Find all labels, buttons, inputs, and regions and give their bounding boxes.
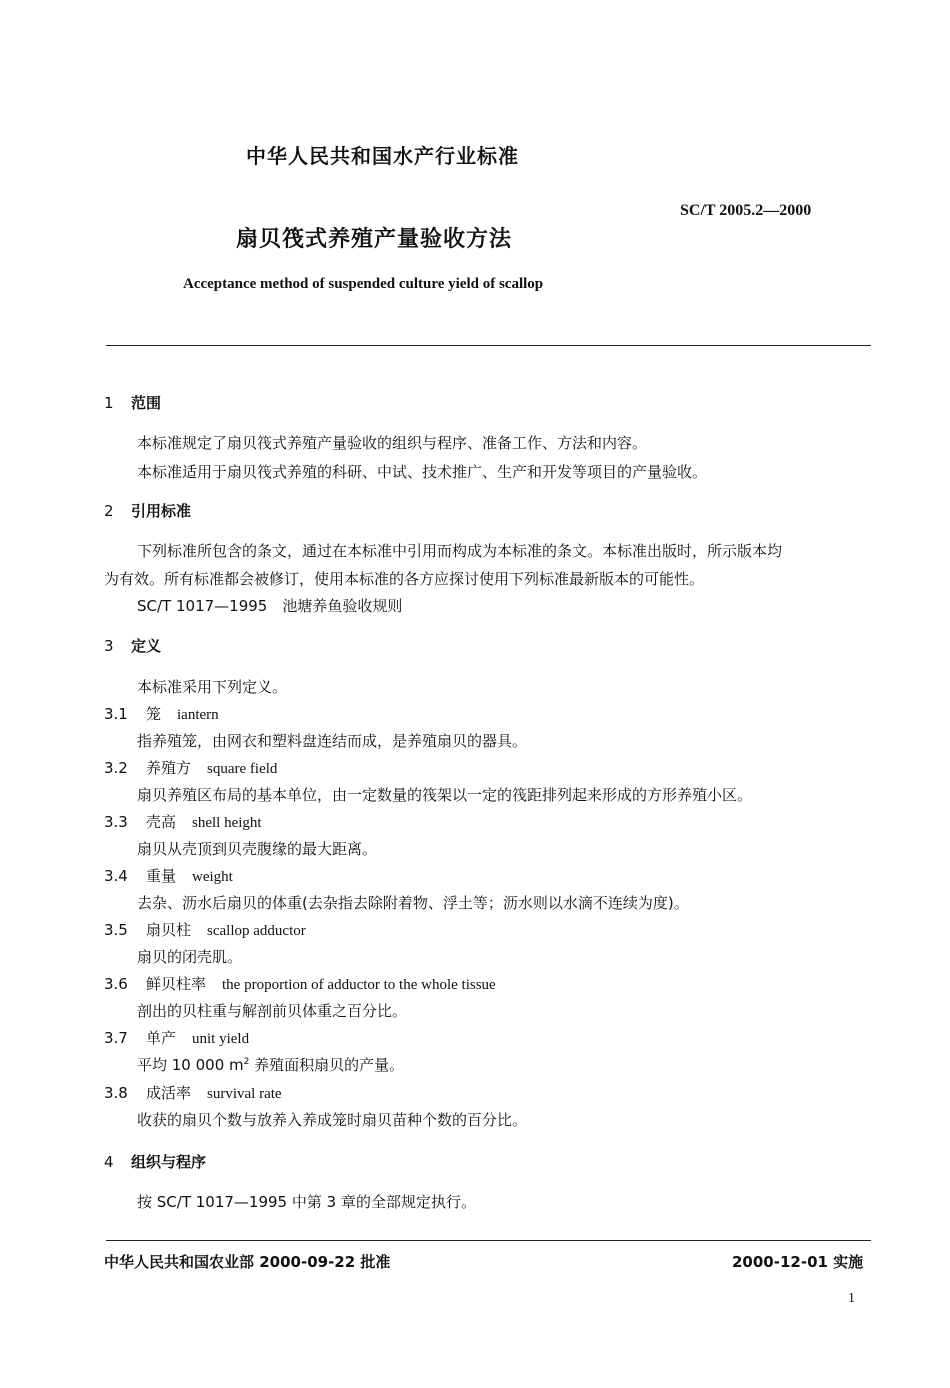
definition-desc-3-8: 收获的扇贝个数与放养入养成笼时扇贝苗种个数的百分比。 bbox=[137, 1111, 528, 1129]
definition-heading-3-4 bbox=[104, 865, 233, 886]
desc-text: 养殖面积扇贝的产量。 bbox=[249, 1056, 405, 1074]
section-number: 2 bbox=[104, 502, 114, 520]
definition-term-zh: 成活率 bbox=[146, 1084, 192, 1102]
definition-number: 3.4 bbox=[104, 867, 128, 885]
section-3-heading bbox=[104, 635, 161, 656]
section-1-heading bbox=[104, 392, 161, 413]
definition-heading-3-8 bbox=[104, 1082, 282, 1103]
desc-text: 平均 10 000 m bbox=[137, 1056, 244, 1074]
superscript: 2 bbox=[243, 1057, 250, 1067]
definition-desc-3-1: 指养殖笼，由网衣和塑料盘连结而成，是养殖扇贝的器具。 bbox=[137, 732, 528, 750]
definition-term-en: shell height bbox=[192, 815, 262, 831]
definition-term-en: scallop adductor bbox=[207, 923, 306, 939]
definition-number: 3.1 bbox=[104, 705, 128, 723]
definition-heading-3-7 bbox=[104, 1027, 249, 1048]
definition-desc-3-5: 扇贝的闭壳肌。 bbox=[137, 948, 243, 966]
implementation-date: 2000-12-01 实施 bbox=[732, 1253, 864, 1271]
definition-term-en: survival rate bbox=[207, 1086, 282, 1102]
standard-code: SC/T 2005.2—2000 bbox=[680, 202, 812, 219]
section-title: 范围 bbox=[131, 394, 162, 412]
definition-term-zh: 壳高 bbox=[146, 813, 177, 831]
definition-heading-3-1 bbox=[104, 703, 219, 724]
standard-category: 中华人民共和国水产行业标准 bbox=[246, 144, 519, 168]
definition-term-zh: 笼 bbox=[146, 705, 162, 723]
document-title: 扇贝筏式养殖产量验收方法 bbox=[236, 227, 513, 252]
definition-term-zh: 重量 bbox=[146, 867, 177, 885]
definition-term-zh: 单产 bbox=[146, 1029, 177, 1047]
header-divider bbox=[106, 345, 871, 346]
section-2-paragraph-line-2: 为有效。所有标准都会被修订，使用本标准的各方应探讨使用下列标准最新版本的可能性。 bbox=[104, 570, 705, 588]
definition-term-en: iantern bbox=[177, 707, 219, 723]
definition-desc-3-2: 扇贝养殖区布局的基本单位，由一定数量的筏架以一定的筏距排列起来形成的方形养殖小区。 bbox=[137, 786, 753, 804]
definition-term-en: unit yield bbox=[192, 1031, 250, 1047]
definition-heading-3-2 bbox=[104, 757, 277, 778]
section-2-reference: SC/T 1017—1995 池塘养鱼验收规则 bbox=[137, 597, 403, 615]
section-2-paragraph-line-1: 下列标准所包含的条文，通过在本标准中引用而构成为本标准的条文。本标准出版时，所示版本均 bbox=[137, 542, 783, 560]
section-3-intro: 本标准采用下列定义。 bbox=[137, 678, 288, 696]
definition-term-zh: 扇贝柱 bbox=[146, 921, 192, 939]
definition-desc-3-4: 去杂、沥水后扇贝的体重(去杂指去除附着物、浮土等；沥水则以水滴不连续为度)。 bbox=[137, 894, 689, 912]
section-number: 4 bbox=[104, 1153, 114, 1171]
section-title: 引用标准 bbox=[131, 502, 192, 520]
section-number: 1 bbox=[104, 394, 114, 412]
definition-desc-3-3: 扇贝从壳顶到贝壳腹缘的最大距离。 bbox=[137, 840, 378, 858]
definition-term-zh: 养殖方 bbox=[146, 759, 192, 777]
definition-number: 3.6 bbox=[104, 975, 128, 993]
definition-number: 3.3 bbox=[104, 813, 128, 831]
section-4-paragraph-1: 按 SC/T 1017—1995 中第 3 章的全部规定执行。 bbox=[137, 1193, 476, 1211]
definition-heading-3-6 bbox=[104, 973, 496, 994]
definition-number: 3.2 bbox=[104, 759, 128, 777]
document-subtitle-en: Acceptance method of suspended culture yield of scallop bbox=[183, 276, 544, 292]
definition-desc-3-6: 剖出的贝柱重与解剖前贝体重之百分比。 bbox=[137, 1002, 408, 1020]
approval-statement: 中华人民共和国农业部 2000-09-22 批准 bbox=[104, 1253, 391, 1271]
definition-number: 3.8 bbox=[104, 1084, 128, 1102]
section-title: 组织与程序 bbox=[131, 1153, 207, 1171]
section-title: 定义 bbox=[131, 637, 162, 655]
definition-term-en: the proportion of adductor to the whole tissue bbox=[222, 977, 496, 993]
definition-heading-3-3 bbox=[104, 811, 262, 832]
definition-term-en: weight bbox=[192, 869, 233, 885]
page-number: 1 bbox=[848, 1291, 855, 1306]
section-number: 3 bbox=[104, 637, 114, 655]
section-1-paragraph-2: 本标准适用于扇贝筏式养殖的科研、中试、技术推广、生产和开发等项目的产量验收。 bbox=[137, 463, 708, 481]
definition-heading-3-5 bbox=[104, 919, 306, 940]
definition-term-en: square field bbox=[207, 761, 278, 777]
definition-number: 3.5 bbox=[104, 921, 128, 939]
definition-number: 3.7 bbox=[104, 1029, 128, 1047]
definition-desc-3-7 bbox=[137, 1054, 404, 1075]
section-4-heading bbox=[104, 1151, 206, 1172]
section-1-paragraph-1: 本标准规定了扇贝筏式养殖产量验收的组织与程序、准备工作、方法和内容。 bbox=[137, 434, 648, 452]
section-2-heading bbox=[104, 500, 191, 521]
definition-term-zh: 鲜贝柱率 bbox=[146, 975, 207, 993]
footer-divider bbox=[106, 1240, 871, 1241]
